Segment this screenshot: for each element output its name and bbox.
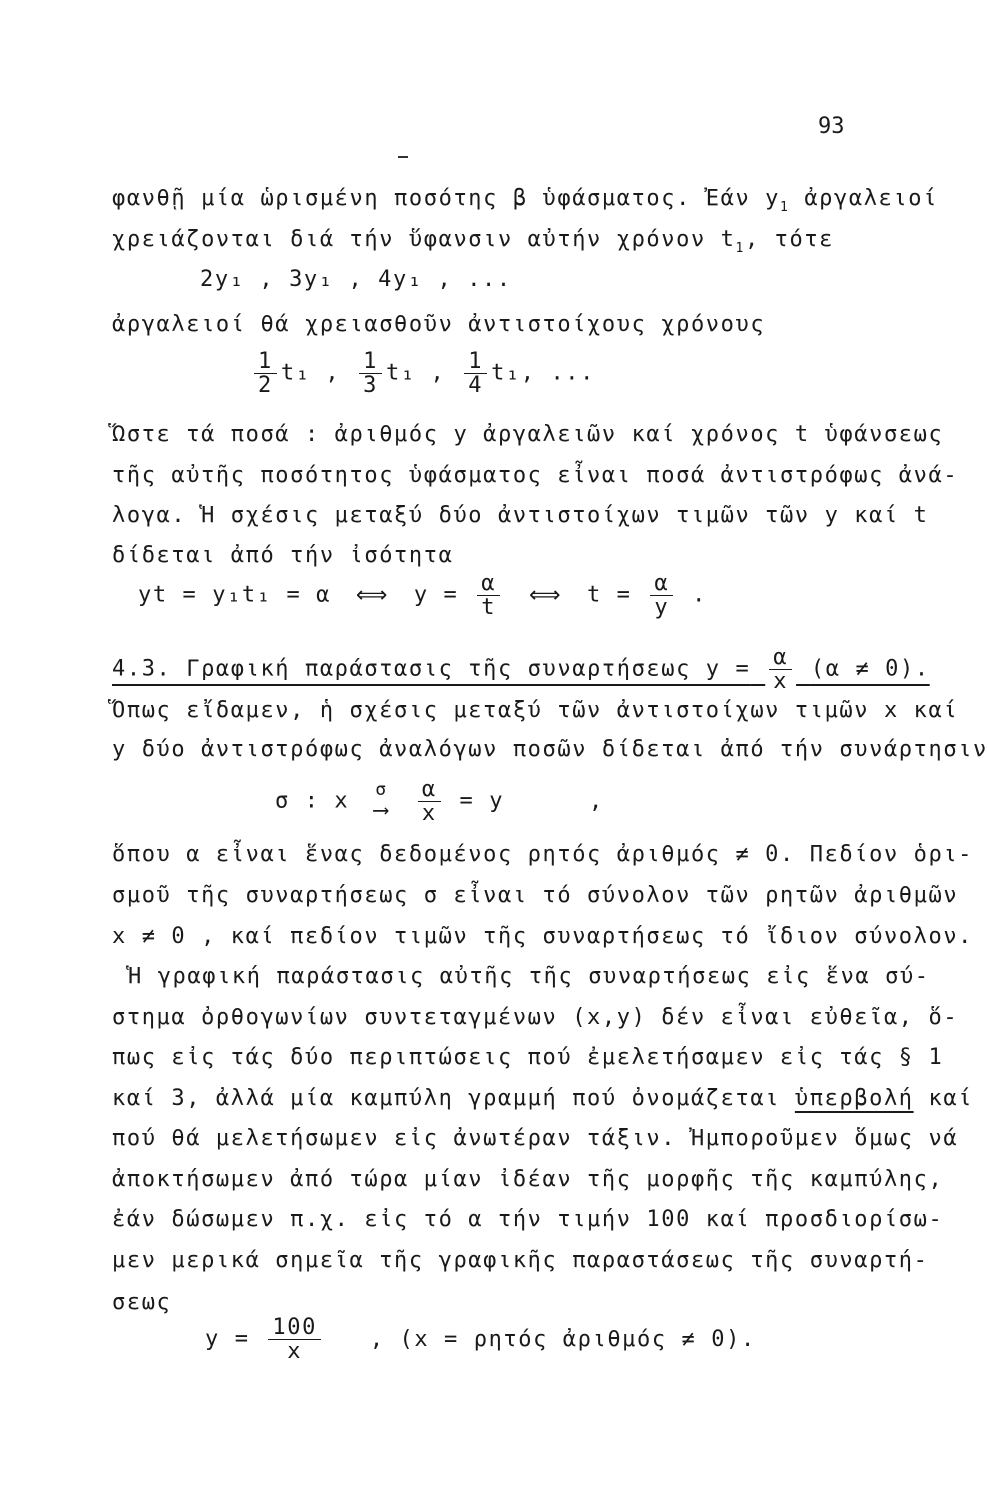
equation-yt: yt = y₁t₁ = α ⟺ y = $\frac{\alpha}{t}$ ⟺ t = $\frac{\alpha}{y}$ . xyxy=(138,571,707,621)
text-line-25: μεν μερικά σημεῖα τῆς γραφικῆς παραστάσεως τῆς συναρτή- xyxy=(112,1248,929,1273)
text-line-26: σεως xyxy=(112,1290,172,1315)
text-line-8: λογα. Ἡ σχέσις μεταξύ δύο ἀντιστοίχων τιμῶν τῶν y καί t xyxy=(112,503,929,528)
text-line-2: χρειάζονται διά τήν ὕφανσιν αὐτήν χρόνον $t_1$, τότε xyxy=(112,227,835,256)
text-line-15: ὅπου α εἶναι ἕνας δεδομένος ρητός ἀριθμός ≠ 0. Πεδίον ὁρι- xyxy=(112,842,974,867)
fraction-a-over-x: $\frac{\alpha}{x}$ xyxy=(769,646,792,693)
text-line-4: ἀργαλειοί θά χρειασθοῦν ἀντιστοίχους χρόνους xyxy=(112,312,766,337)
text-line-24: ἐάν δώσωμεν π.χ. εἰς τό α τήν τιμήν 100 καί προσδιορίσω- xyxy=(112,1207,944,1232)
equation-sigma: σ : x σ ⟶ $\frac{\alpha}{x}$ = y , xyxy=(275,777,604,827)
text-line-12: Ὅπως εἴδαμεν, ἡ σχέσις μεταξύ τῶν ἀντιστοίχων τιμῶν x καί xyxy=(112,698,959,723)
mapping-arrow: σ ⟶ xyxy=(374,778,389,824)
text-line-16: σμοῦ τῆς συναρτήσεως σ εἶναι τό σύνολον τῶν ρητῶν ἀριθμῶν xyxy=(112,883,959,908)
equation-y-100-over-x: y = $\frac{100}{x}$ , (x = ρητός ἀριθμός ≠ 0). xyxy=(205,1315,756,1365)
fraction-100-over-x: $\frac{100}{x}$ xyxy=(268,1316,321,1363)
text-line-22: πού θά μελετήσωμεν εἰς ἀνωτέραν τάξιν. Ἠμποροῦμεν ὅμως νά xyxy=(112,1126,959,1151)
text-line-9: δίδεται ἀπό τήν ἰσότητα xyxy=(112,543,454,568)
text-line-6: Ὥστε τά ποσά : ἀριθμός y ἀργαλειῶν καί χρόνος t ὑφάνσεως xyxy=(112,422,944,447)
text-line-17: x ≠ 0 , καί πεδίον τιμῶν τῆς συναρτήσεως τό ἴδιον σύνολον. xyxy=(112,924,974,949)
fraction-quarter: $\frac{1}{4}$ xyxy=(464,350,487,397)
text-line-21: καί 3, ἀλλά μία καμπύλη γραμμή πού ὀνομάζεται ὑπερβολή καί xyxy=(112,1086,974,1111)
time-fractions-line: $\frac{1}{2}$ t₁ , $\frac{1}{3}$ t₁ , $\frac{1}{4}$ t₁, ... xyxy=(250,350,595,397)
section-heading: 4.3. Γραφική παράστασις τῆς συναρτήσεως y = $\frac{\alpha}{x}$ (α ≠ 0). xyxy=(112,645,930,695)
fraction-a-over-t: $\frac{\alpha}{t}$ xyxy=(477,572,500,619)
text-line-7: τῆς αὐτῆς ποσότητος ὑφάσματος εἶναι ποσά ἀντιστρόφως ἀνά- xyxy=(112,463,959,488)
header-dash xyxy=(398,156,408,158)
text-line-13: y δύο ἀντιστρόφως ἀναλόγων ποσῶν δίδεται ἀπό τήν συνάρτησιν xyxy=(112,737,988,762)
fraction-third: $\frac{1}{3}$ xyxy=(359,350,382,397)
fraction-a-over-y: $\frac{\alpha}{y}$ xyxy=(650,572,673,619)
fraction-a-over-x-2: $\frac{\alpha}{x}$ xyxy=(418,778,441,825)
text-line-19: στημα ὀρθογωνίων συντεταγμένων (x,y) δέν εἶναι εὐθεῖα, ὅ- xyxy=(112,1005,959,1030)
multiples-line: 2y₁ , 3y₁ , 4y₁ , ... xyxy=(200,267,512,292)
text-line-23: ἀποκτήσωμεν ἀπό τώρα μίαν ἰδέαν τῆς μορφῆς τῆς καμπύλης, xyxy=(112,1167,944,1192)
term-hyperbola: ὑπερβολή xyxy=(794,1086,914,1111)
page-number: 93 xyxy=(818,114,845,139)
text-line-1: φανθῇ μία ὡρισμένη ποσότης β ὑφάσματος. Ἐάν $y_1$ ἀργαλειοί xyxy=(112,186,938,215)
text-line-18: Ἡ γραφική παράστασις αὐτῆς τῆς συναρτήσεως εἰς ἕνα σύ- xyxy=(128,964,930,989)
fraction-half: $\frac{1}{2}$ xyxy=(254,350,277,397)
text-line-20: πως εἰς τάς δύο περιπτώσεις πού ἐμελετήσαμεν εἰς τάς § 1 xyxy=(112,1045,944,1070)
